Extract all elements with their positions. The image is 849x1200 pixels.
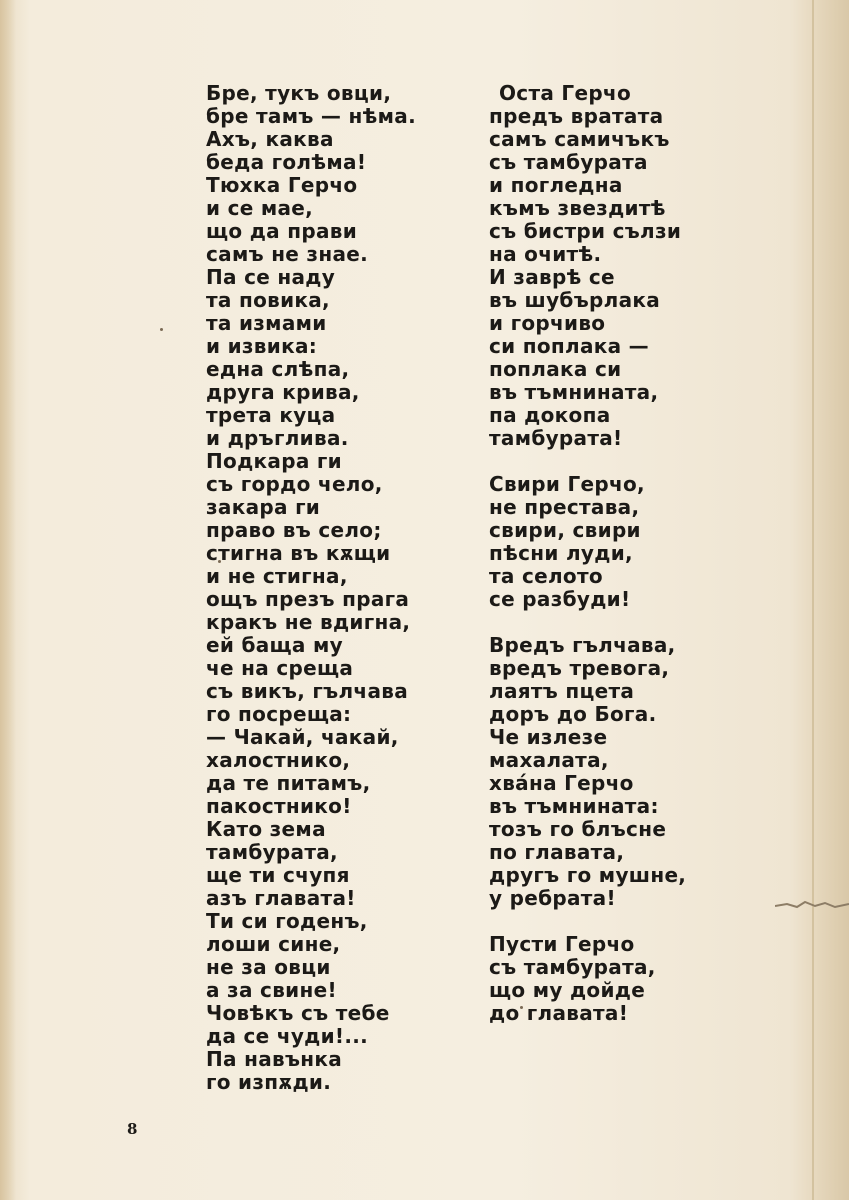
poem-line: самъ не знае. <box>206 242 369 266</box>
poem-line: а за свине! <box>206 978 337 1002</box>
poem-line: що му дойде <box>489 978 646 1002</box>
poem-line: Вредъ гълчава, <box>489 633 676 657</box>
poem-line: пакостнико! <box>206 794 352 818</box>
poem-line: и не стигна, <box>206 564 348 588</box>
stanza <box>489 634 719 910</box>
poem-line: доръ до Бога. <box>489 702 657 726</box>
poem-line: право въ село; <box>206 518 382 542</box>
poem-line: халостнико, <box>206 748 351 772</box>
poem-line: Свири Герчо, <box>489 472 645 496</box>
poem-line: поплака си <box>489 357 622 381</box>
poem-line: ощъ презъ прага <box>206 587 410 611</box>
page-number: 8 <box>127 1120 138 1138</box>
poem-line: и горчиво <box>489 311 606 335</box>
poem-line: по главата, <box>489 840 625 864</box>
poem-line: и извика: <box>206 334 318 358</box>
page-fold <box>812 0 814 1200</box>
poem-line: не за овци <box>206 955 331 979</box>
poem-line: съ бистри сълзи <box>489 219 682 243</box>
poem-line: закара ги <box>206 495 321 519</box>
poem-line: Ахъ, каква <box>206 127 334 151</box>
poem-line: трета куца <box>206 403 336 427</box>
poem-line: Ти си годенъ, <box>206 909 368 933</box>
poem-line: — Чакай, чакай, <box>206 725 399 749</box>
poem-line: че на среща <box>206 656 354 680</box>
poem-line: съ тамбурата <box>489 150 648 174</box>
paper-speck <box>160 328 163 331</box>
poem-line: лоши сине, <box>206 932 341 956</box>
poem-line: та повика, <box>206 288 330 312</box>
poem-line: Че излезе <box>489 725 608 749</box>
poem-line: не престава, <box>489 495 640 519</box>
poem-line: махалата, <box>489 748 609 772</box>
poem-line: Тюхка Герчо <box>206 173 358 197</box>
poem-line: Човѣкъ съ тебе <box>206 1001 390 1025</box>
poem-line: тамбурата! <box>489 426 623 450</box>
poem-line: и погледна <box>489 173 623 197</box>
poem-line: самъ самичъкъ <box>489 127 670 151</box>
poem-line: лаятъ пцета <box>489 679 635 703</box>
poem-line: И заврѣ се <box>489 265 615 289</box>
poem-line: другъ го мушне, <box>489 863 687 887</box>
poem-line: тамбурата, <box>206 840 338 864</box>
poem-line: до главата! <box>489 1001 629 1025</box>
poem-line: у ребрата! <box>489 886 616 910</box>
poem-line: бре тамъ — нѣма. <box>206 104 416 128</box>
stanza <box>489 933 719 1025</box>
poem-line: Пусти Герчо <box>489 932 635 956</box>
poem-line: на очитѣ. <box>489 242 602 266</box>
poem-line: пѣсни луди, <box>489 541 633 565</box>
poem-line: друга крива, <box>206 380 360 404</box>
poem-line: да се чуди!... <box>206 1024 369 1048</box>
poem-line: въ шубърлака <box>489 288 661 312</box>
stanza <box>489 82 719 450</box>
page-tear <box>775 898 849 912</box>
poem-line: Като зема <box>206 817 326 841</box>
poem-line: съ викъ, гълчава <box>206 679 408 703</box>
poem-line: азъ главата! <box>206 886 356 910</box>
poem-line: съ гордо чело, <box>206 472 383 496</box>
poem-line: въ тъмнината, <box>489 380 659 404</box>
poem-line: Подкара ги <box>206 449 342 473</box>
poem-line: въ тъмнината: <box>489 794 659 818</box>
poem-line: беда голѣма! <box>206 150 367 174</box>
poem-line: го посреща: <box>206 702 352 726</box>
poem-line: Па навънка <box>206 1047 343 1071</box>
poem-line: и дръглива. <box>206 426 349 450</box>
poem-line: го изпѫди. <box>206 1070 332 1094</box>
poem-line: една слѣпа, <box>206 357 350 381</box>
poem-line: съ тамбурата, <box>489 955 656 979</box>
poem-line: ще ти счупя <box>206 863 350 887</box>
stanza <box>489 473 719 611</box>
poem-left-column <box>206 82 446 1094</box>
poem-line: си поплака — <box>489 334 649 358</box>
poem-line: Оста Герчо <box>499 81 632 105</box>
poem-line: да те питамъ, <box>206 771 371 795</box>
poem-line: та селото <box>489 564 603 588</box>
poem-line: предъ вратата <box>489 104 664 128</box>
poem-line: па докопа <box>489 403 611 427</box>
poem-line: стигна въ кѫщи <box>206 541 391 565</box>
poem-line: вредъ тревога, <box>489 656 670 680</box>
poem-line: хвáна Герчо <box>489 771 634 795</box>
poem-line: Па се наду <box>206 265 336 289</box>
poem-line: кракъ не вдигна, <box>206 610 411 634</box>
poem-line: тозъ го блъсне <box>489 817 667 841</box>
poem-line: къмъ звездитѣ <box>489 196 666 220</box>
poem-right-column <box>489 82 719 1025</box>
poem-line: та измами <box>206 311 327 335</box>
poem-line: Бре, тукъ овци, <box>206 81 392 105</box>
poem-line: свири, свири <box>489 518 641 542</box>
poem-line: що да прави <box>206 219 358 243</box>
poem-line: се разбуди! <box>489 587 631 611</box>
poem-line: ей баща му <box>206 633 343 657</box>
poem-line: и се мае, <box>206 196 314 220</box>
